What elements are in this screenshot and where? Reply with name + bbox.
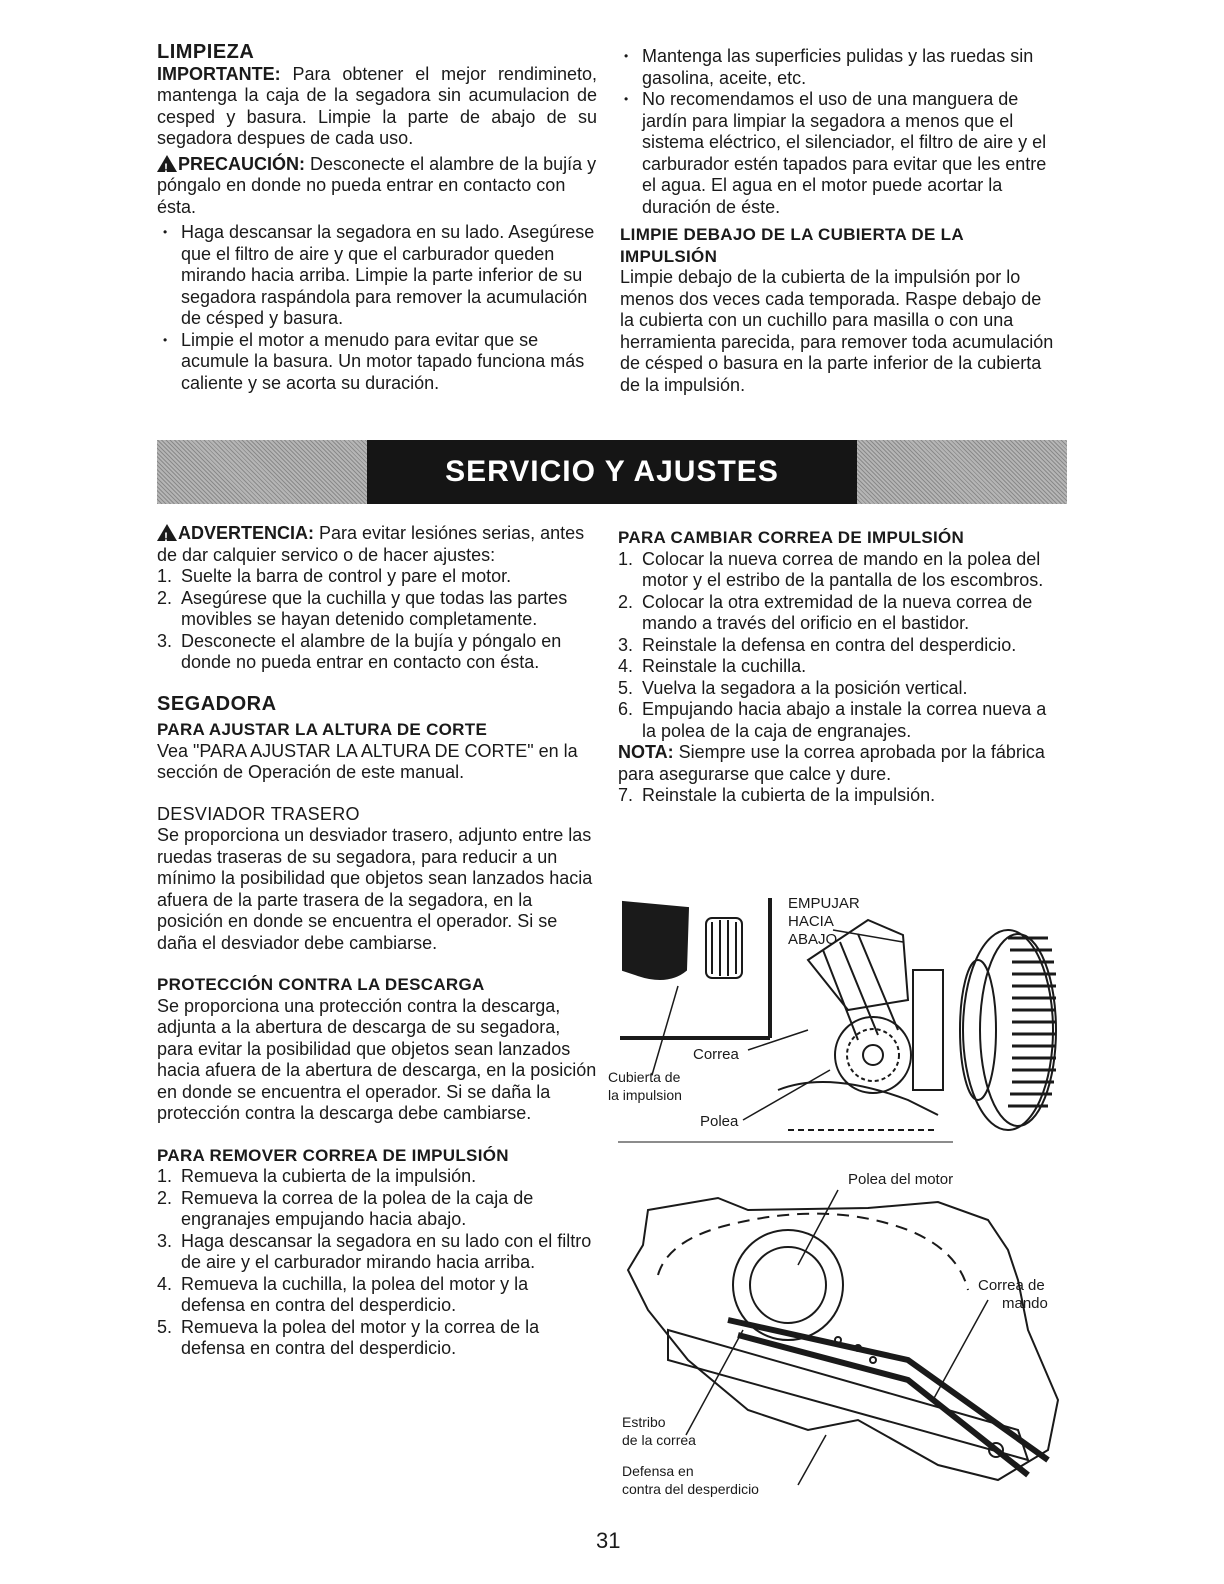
page-number: 31 — [596, 1528, 621, 1553]
list-item: 5. Remueva la polea del motor y la correa de la defensa en contra del desperdicio. — [157, 1316, 540, 1358]
remover-title: PARA REMOVER CORREA DE IMPULSIÓN — [157, 1145, 509, 1165]
list-item: 3. Desconecte el alambre de la bujía y póngalo en donde no pueda entrar en contacto con ésta. — [157, 630, 562, 672]
cambiar-title: PARA CAMBIAR CORREA DE IMPULSIÓN — [618, 528, 965, 547]
segadora-title: SEGADORA — [157, 692, 277, 715]
list-item: • Limpie el motor a menudo para evitar que se acumule la basura. Un motor tapado funciona más caliente y se acorta su duración. — [157, 330, 597, 395]
deck-cleaning-text: Limpie debajo de la cubierta de la impulsión por lo menos dos veces cada temporada. Raspe debajo de la cubierta con un cuchillo para masilla o con una herramienta parecida, para remover toda acumulación de césped o basura en la parte inferior de la cubierta de la impulsión. — [620, 267, 1054, 395]
list-item: 6. Empujando hacia abajo a instale la correa nueva a la polea de la caja de engranajes. — [618, 699, 1047, 741]
proteccion-title: PROTECCIÓN CONTRA LA DESCARGA — [157, 975, 485, 994]
list-item: 4. Remueva la cuchilla, la polea del motor y la defensa en contra del desperdicio. — [157, 1273, 529, 1315]
banner-inner — [367, 440, 857, 504]
label-correa: Correa — [693, 1046, 739, 1063]
label-polea: Polea — [700, 1113, 739, 1130]
list-item: 2. Asegúrese que la cuchilla y que todas las partes movibles se hayan detenido completamente. — [157, 587, 568, 629]
deck-cleaning-title: LIMPIE DEBAJO DE LA CUBIERTA DE LA IMPULSIÓN — [620, 225, 964, 266]
label-estribo-1: Estribo — [622, 1414, 666, 1430]
list-item: • Mantenga las superficies pulidas y las ruedas sin gasolina, aceite, etc. — [618, 46, 1058, 89]
limpieza-section — [157, 42, 597, 394]
nota-text: Siempre use la correa aprobada por la fábrica para asegurarse que calce y dure. — [618, 742, 1045, 784]
altura-title: PARA AJUSTAR LA ALTURA DE CORTE — [157, 720, 488, 739]
list-item: 4. Reinstale la cuchilla. — [618, 656, 807, 676]
label-cubierta-1: Cubierta de — [608, 1069, 681, 1085]
label-empujar: EMPUJAR — [788, 895, 860, 912]
list-item: 7. Reinstale la cubierta de la impulsión. — [618, 785, 936, 805]
desviador-text: Se proporciona un desviador trasero, adjunto entre las ruedas traseras de su segadora, para reducir a un mínimo la posibilidad que objetos sean lanzados hacia afuera de la parte trasera de la segadora, en la posición en donde se encuentra el operador. Si se daña el desviador debe cambiarse. — [157, 825, 593, 953]
list-item: 5. Vuelva la segadora a la posición vertical. — [618, 677, 968, 698]
cambiar-steps — [618, 549, 1058, 743]
desviador-title: DESVIADOR TRASERO — [157, 803, 360, 824]
belt-diagram — [608, 890, 1068, 1500]
warning-triangle-icon — [157, 524, 177, 541]
label-defensa-2: contra del desperdicio — [622, 1481, 759, 1497]
caution-text: Desconecte el alambre de la bujía y póngalo en donde no pueda entrar en contacto con ésta. — [157, 153, 597, 217]
servicio-right-column — [618, 527, 1058, 807]
caution-label: PRECAUCIÓN: — [178, 153, 306, 174]
servicio-left-column — [157, 523, 597, 1360]
section-banner — [157, 440, 1067, 504]
advertencia-paragraph — [157, 523, 597, 566]
label-polea-motor: Polea del motor — [848, 1171, 954, 1188]
list-item: 3. Reinstale la defensa en contra del desperdicio. — [618, 634, 1017, 655]
list-item: 1. Remueva la cubierta de la impulsión. — [157, 1166, 477, 1186]
handle-part — [623, 902, 688, 979]
advertencia-text: Para evitar lesiónes serias, antes de dar calquier servico o de hacer ajustes: — [157, 523, 585, 565]
label-correa-mando-2: mando — [1002, 1295, 1048, 1312]
advertencia-label: ADVERTENCIA: — [178, 523, 315, 543]
label-abajo: ABAJO — [788, 931, 838, 948]
list-item: 3. Haga descansar la segadora en su lado con el filtro de aire y el carburador mirando hacia arriba. — [157, 1230, 592, 1272]
limpieza-bullets-right — [618, 46, 1058, 218]
limpieza-title: LIMPIEZA — [157, 41, 255, 63]
important-label: IMPORTANTE: — [157, 63, 281, 84]
label-hacia: HACIA — [788, 913, 834, 930]
label-correa-mando-1: Correa de — [978, 1277, 1045, 1294]
proteccion-text: Se proporciona una protección contra la descarga, adjunta a la abertura de descarga de su segadora, para evitar la posibilidad que objetos sean lanzados hacia afuera de la abertura de descarga, en la posición en donde se encuentra el operador. Si se daña la protección contra la descarga debe cambiarse. — [157, 995, 597, 1123]
limpieza-bullets-left — [157, 222, 597, 394]
list-item: • No recomendamos el uso de una manguera de jardín para limpiar la segadora a menos que el sistema eléctrico, el silenciador, el filtro de aire y el carburador estén tapados para evitar que les entre el agua. El agua en el motor puede acortar la duración de éste. — [618, 89, 1058, 218]
banner-title: SERVICIO Y AJUSTES — [445, 455, 779, 488]
list-item: 1. Colocar la nueva correa de mando en la polea del motor y el estribo de la pantalla de los escombros. — [618, 548, 1044, 590]
label-estribo-2: de la correa — [622, 1432, 696, 1448]
altura-text: Vea "PARA AJUSTAR LA ALTURA DE CORTE" en la sección de Operación de este manual. — [157, 740, 578, 782]
remover-steps — [157, 1166, 597, 1360]
limpieza-section-right — [618, 46, 1058, 396]
caution-paragraph — [157, 154, 597, 219]
warning-triangle-icon — [157, 155, 177, 172]
list-item: 2. Colocar la otra extremidad de la nueva correa de mando a través del orificio en el bastidor. — [618, 591, 1033, 633]
label-defensa-1: Defensa en — [622, 1463, 694, 1479]
list-item: • Haga descansar la segadora en su lado. Asegúrese que el filtro de aire y que el carburador queden mirando hacia arriba. Limpie la parte inferior de su segadora raspándola para remover la acumulación de césped y basura. — [157, 222, 597, 330]
nota-label: NOTA: — [618, 742, 674, 762]
important-paragraph — [157, 64, 597, 150]
cambiar-step-7 — [618, 785, 1058, 807]
nota-paragraph — [618, 742, 1058, 785]
advertencia-steps — [157, 566, 597, 674]
label-cubierta-2: la impulsion — [608, 1087, 682, 1103]
list-item: 1. Suelte la barra de control y pare el motor. — [157, 566, 512, 586]
list-item: 2. Remueva la correa de la polea de la caja de engranajes empujando hacia abajo. — [157, 1187, 534, 1229]
important-text: Para obtener el mejor rendimineto, mantenga la caja de la segadora sin acumulacion de cesped y basura. Limpie la parte de abajo de su segadora despues de cada uso. — [157, 63, 597, 148]
